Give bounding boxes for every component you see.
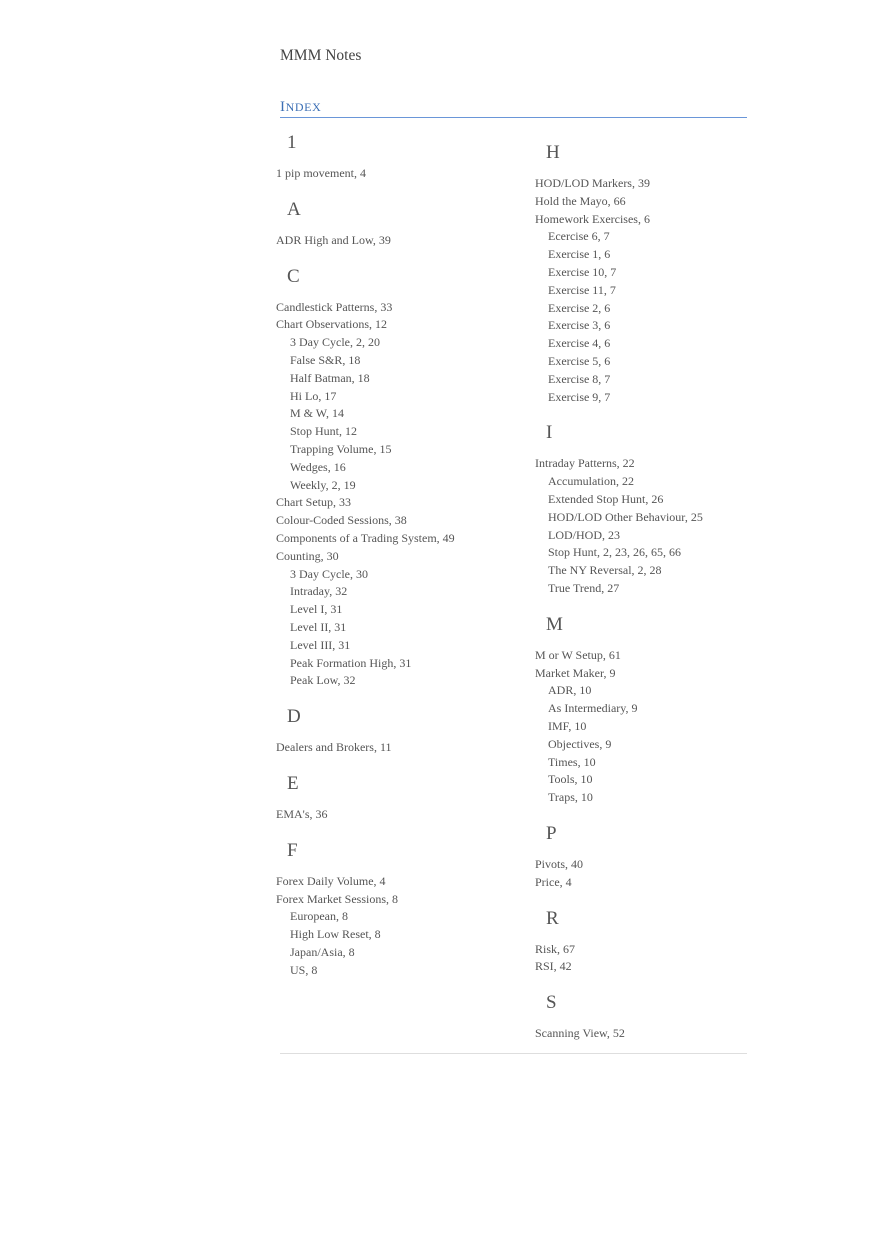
index-subentry: Exercise 8, 7 [548,371,611,386]
index-subentry: Accumulation, 22 [548,474,634,489]
index-subentry: Stop Hunt, 2, 23, 26, 65, 66 [548,545,682,560]
index-subentry: Trapping Volume, 15 [290,441,392,456]
index-section-letter: M [546,613,563,635]
index-section [276,197,516,250]
index-section [535,821,775,892]
index-subentry: Intraday, 32 [290,584,348,599]
index-section-letter: R [546,907,559,929]
index-column-left [276,130,516,980]
index-entry: Hold the Mayo, 66 [535,193,626,208]
index-section [535,906,775,977]
index-subentry: Tools, 10 [548,772,593,787]
index-section [276,704,516,757]
index-entry: Pivots, 40 [535,856,584,871]
index-entry: Components of a Trading System, 49 [276,530,455,545]
index-subentry: Exercise 3, 6 [548,318,611,333]
index-entry: Colour-Coded Sessions, 38 [276,513,407,528]
index-subentry: Exercise 4, 6 [548,336,611,351]
index-subentry: Wedges, 16 [290,459,346,474]
index-section [276,771,516,824]
index-subentry: Peak Formation High, 31 [290,655,412,670]
index-section-letter: D [287,706,301,728]
index-subentry: Stop Hunt, 12 [290,424,358,439]
index-subentry: Exercise 9, 7 [548,389,611,404]
index-section-letter: 1 [287,132,297,153]
index-heading-rest: NDEX [285,100,322,114]
index-entry: Counting, 30 [276,548,339,563]
index-subentry: Objectives, 9 [548,736,612,751]
index-section [535,612,775,807]
index-subentry: True Trend, 27 [548,580,620,595]
index-section-letter: F [287,839,298,861]
index-entry: Candlestick Patterns, 33 [276,299,393,314]
index-subentry: M & W, 14 [290,406,345,421]
index-entry: Homework Exercises, 6 [535,211,650,226]
index-subentry: Level II, 31 [290,619,347,634]
index-subentry: HOD/LOD Other Behaviour, 25 [548,509,703,524]
index-section [535,140,775,406]
index-subentry: ADR, 10 [548,683,592,698]
index-subentry: 3 Day Cycle, 30 [290,566,368,581]
index-subentry: Exercise 11, 7 [548,282,616,297]
index-subentry: European, 8 [290,909,348,924]
index-subentry: As Intermediary, 9 [548,701,638,716]
index-subentry: Level III, 31 [290,637,351,652]
index-entry: Market Maker, 9 [535,665,616,680]
index-section [535,420,775,597]
index-section [535,990,775,1043]
index-subentry: Exercise 10, 7 [548,264,617,279]
index-subentry: Japan/Asia, 8 [290,944,355,959]
index-subentry: US, 8 [290,962,318,977]
index-subentry: Weekly, 2, 19 [290,477,356,492]
index-section-letter: C [287,265,300,287]
index-subentry: Ecercise 6, 7 [548,229,610,244]
index-entry: EMA's, 36 [276,806,328,821]
index-section [276,130,516,183]
index-subentry: Exercise 2, 6 [548,300,611,315]
index-section [276,838,516,980]
index-subentry: IMF, 10 [548,718,587,733]
index-section [276,264,516,691]
index-section-letter: S [546,992,557,1014]
index-subentry: 3 Day Cycle, 2, 20 [290,335,380,350]
index-heading [280,99,747,118]
index-subentry: Half Batman, 18 [290,370,370,385]
index-subentry: Times, 10 [548,754,596,769]
index-subentry: Exercise 1, 6 [548,247,611,262]
index-subentry: Traps, 10 [548,790,593,805]
index-section-letter: E [287,772,299,794]
index-section-letter: H [546,142,560,163]
document-header-title: MMM Notes [280,47,362,64]
index-entry: Forex Market Sessions, 8 [276,891,398,906]
index-entry: Dealers and Brokers, 11 [276,740,392,755]
index-column-right [535,140,775,1043]
index-subentry: The NY Reversal, 2, 28 [548,563,662,578]
index-entry: Scanning View, 52 [535,1026,625,1041]
index-section-letter: A [287,198,301,220]
index-section-letter: P [546,822,557,844]
index-subentry: Exercise 5, 6 [548,353,611,368]
index-section-letter: I [546,422,553,444]
index-entry: Price, 4 [535,874,572,889]
index-entry: Risk, 67 [535,941,576,956]
index-entry: Chart Observations, 12 [276,317,387,332]
section-end-rule [280,1053,747,1054]
index-entry: 1 pip movement, 4 [276,166,366,180]
index-subentry: Peak Low, 32 [290,673,356,688]
index-entry: Intraday Patterns, 22 [535,456,635,471]
index-entry: Chart Setup, 33 [276,495,351,510]
index-subentry: Level I, 31 [290,602,343,617]
index-entry: RSI, 42 [535,959,572,974]
index-entry: ADR High and Low, 39 [276,232,391,247]
index-subentry: High Low Reset, 8 [290,927,381,942]
index-subentry: False S&R, 18 [290,352,361,367]
index-heading-initial: I [280,99,286,115]
index-entry: Forex Daily Volume, 4 [276,873,386,888]
index-subentry: Hi Lo, 17 [290,388,337,403]
index-entry: HOD/LOD Markers, 39 [535,176,650,190]
index-entry: M or W Setup, 61 [535,647,621,662]
index-subentry: LOD/HOD, 23 [548,527,620,542]
index-subentry: Extended Stop Hunt, 26 [548,491,664,506]
